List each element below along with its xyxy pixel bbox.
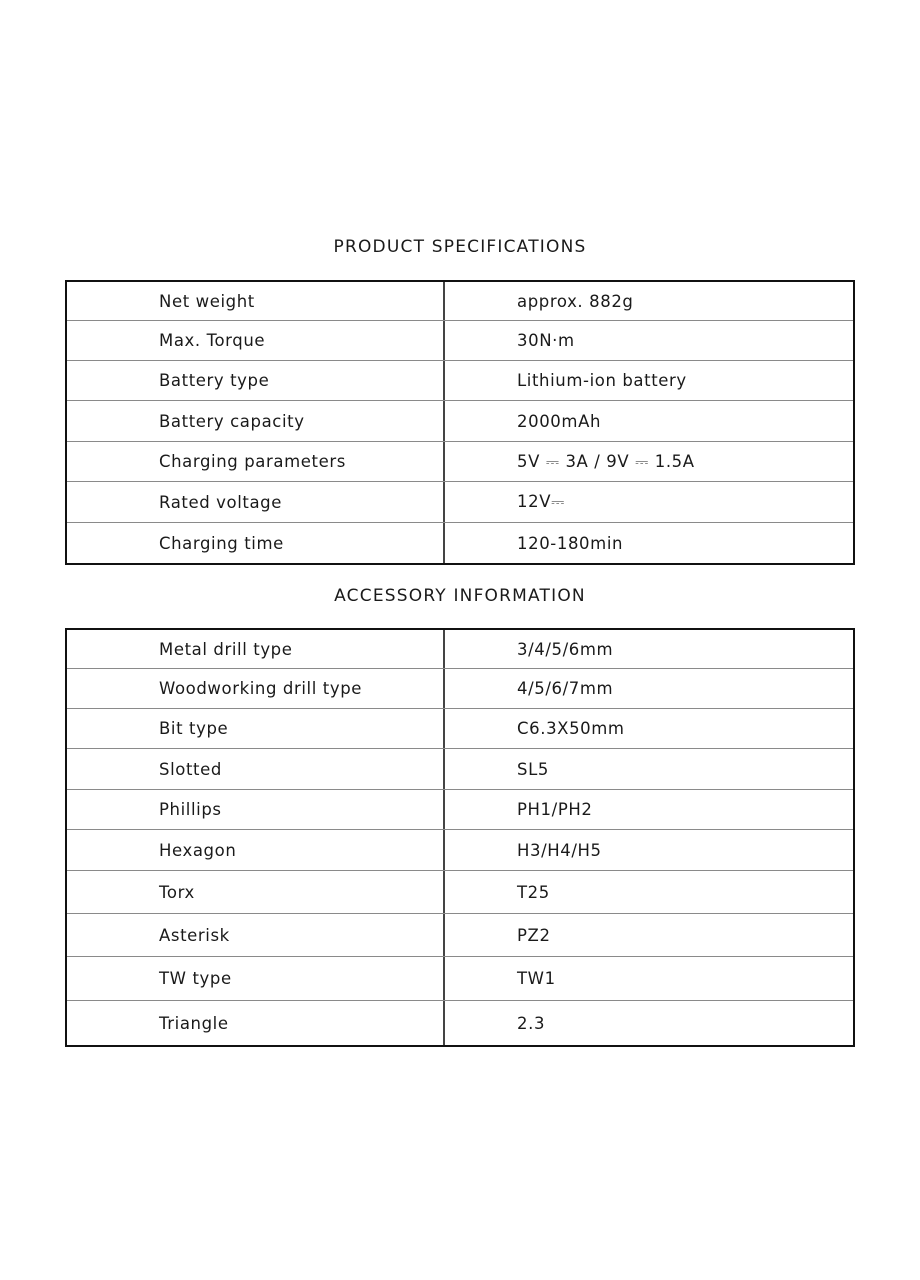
spec-label: Battery capacity [159,411,305,431]
accessory-value: H3/H4/H5 [517,840,602,860]
spec-value: approx. 882g [517,291,634,311]
accessory-label: Phillips [159,800,222,819]
spec-value: Lithium-ion battery [517,371,687,390]
spec-label: Battery type [159,371,270,390]
spec-value: 12V⎓ [517,492,565,511]
spec-label: Charging time [159,533,284,553]
product-specifications-table [65,280,855,565]
accessory-value: C6.3X50mm [517,719,625,738]
table-row [67,630,853,668]
accessory-value: 3/4/5/6mm [517,639,614,659]
accessory-value: T25 [517,882,550,902]
accessory-label: Asterisk [159,925,230,945]
table-row [67,522,853,563]
table-row [67,913,853,956]
table-row [67,748,853,789]
accessory-label: Hexagon [159,840,237,860]
table-row [67,481,853,522]
table-row [67,708,853,748]
table-row [67,829,853,870]
accessory-value: 2.3 [517,1013,546,1033]
accessory-label: Bit type [159,719,229,738]
accessory-value: 4/5/6/7mm [517,679,614,698]
table-row [67,441,853,481]
accessory-value: PH1/PH2 [517,800,593,819]
accessory-value: SL5 [517,759,549,779]
table-row [67,956,853,1000]
spec-value: 30N·m [517,331,575,350]
spec-label: Charging parameters [159,452,346,471]
table-row [67,1000,853,1045]
spec-label: Rated voltage [159,492,283,512]
accessory-label: Woodworking drill type [159,679,363,698]
accessory-label: Triangle [159,1013,229,1033]
table-row [67,870,853,913]
accessory-label: TW type [159,969,232,988]
section-title-accessory-information: ACCESSORY INFORMATION [334,586,586,606]
accessory-label: Slotted [159,759,222,779]
table-row [67,360,853,400]
accessory-label: Metal drill type [159,639,293,659]
spec-label: Net weight [159,291,255,311]
accessory-label: Torx [159,882,195,902]
spec-value: 5V ⎓ 3A / 9V ⎓ 1.5A [517,451,695,471]
table-row [67,400,853,441]
accessory-value: TW1 [517,969,556,988]
section-title-product-specifications: PRODUCT SPECIFICATIONS [333,237,587,257]
table-row [67,320,853,360]
table-row [67,668,853,708]
accessory-value: PZ2 [517,925,551,945]
accessory-information-table [65,628,855,1047]
spec-value: 2000mAh [517,411,602,431]
spec-label: Max. Torque [159,331,266,350]
table-row [67,789,853,829]
table-row [67,282,853,320]
spec-value: 120-180min [517,533,624,553]
